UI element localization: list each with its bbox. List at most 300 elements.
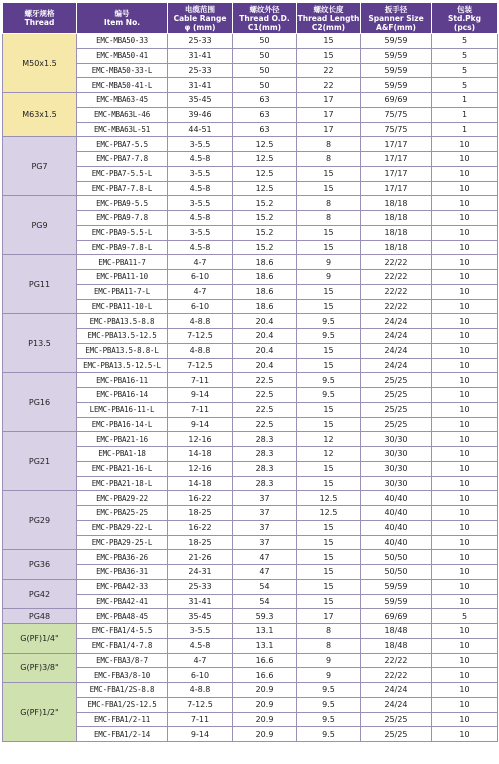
- cable-range-cell: 3-5.5: [168, 196, 233, 211]
- table-row: [3, 609, 498, 624]
- header-thread-length-unit: C2(mm): [311, 22, 346, 32]
- spanner-size-cell: 22/22: [361, 284, 432, 299]
- cable-range-cell: 16-22: [168, 520, 233, 535]
- cable-range-cell: 35-45: [168, 93, 233, 108]
- cable-range-cell: 7-11: [168, 402, 233, 417]
- thread-od-cell: 37: [233, 506, 297, 521]
- item-no-cell: EMC-PBA42-33: [77, 579, 168, 594]
- thread-length-cell: 9: [297, 668, 361, 683]
- cable-range-cell: 3-5.5: [168, 137, 233, 152]
- thread-group-cell: G(PF)1/4": [3, 624, 77, 654]
- item-no-cell: EMC-PBA13.5-12.5-L: [77, 358, 168, 373]
- thread-od-cell: 22.5: [233, 388, 297, 403]
- cable-range-cell: 3-5.5: [168, 225, 233, 240]
- spanner-size-cell: 40/40: [361, 506, 432, 521]
- item-no-cell: EMC-PBA13.5-8.8-L: [77, 343, 168, 358]
- std-pkg-cell: 10: [432, 579, 498, 594]
- cable-range-cell: 4.5-8: [168, 152, 233, 167]
- table-row: [3, 122, 498, 137]
- std-pkg-cell: 10: [432, 329, 498, 344]
- spanner-size-cell: 69/69: [361, 609, 432, 624]
- thread-length-cell: 22: [297, 63, 361, 78]
- header-spanner-size-cn: 扳手径: [384, 4, 408, 14]
- spanner-size-cell: 24/24: [361, 329, 432, 344]
- header-item-no-cn: 编号: [114, 9, 130, 18]
- thread-od-cell: 50: [233, 48, 297, 63]
- table-row: [3, 166, 498, 181]
- thread-od-cell: 28.3: [233, 447, 297, 462]
- table-row: [3, 520, 498, 535]
- std-pkg-cell: 10: [432, 284, 498, 299]
- std-pkg-cell: 10: [432, 166, 498, 181]
- thread-group-cell: PG16: [3, 373, 77, 432]
- cable-range-cell: 7-11: [168, 373, 233, 388]
- item-no-cell: EMC-PBA13.5-8.8: [77, 314, 168, 329]
- cable-range-cell: 14-18: [168, 476, 233, 491]
- cable-range-cell: 14-18: [168, 447, 233, 462]
- table-row: [3, 638, 498, 653]
- item-no-cell: EMC-PBA36-26: [77, 550, 168, 565]
- cable-range-cell: 4.5-8: [168, 181, 233, 196]
- std-pkg-cell: 5: [432, 34, 498, 49]
- table-row: [3, 447, 498, 462]
- thread-group-cell: G(PF)1/2": [3, 683, 77, 742]
- table-row: [3, 196, 498, 211]
- item-no-cell: EMC-PBA21-16-L: [77, 461, 168, 476]
- std-pkg-cell: 10: [432, 624, 498, 639]
- thread-group-cell: PG42: [3, 579, 77, 609]
- thread-od-cell: 12.5: [233, 152, 297, 167]
- cable-range-cell: 25-33: [168, 63, 233, 78]
- spanner-size-cell: 18/48: [361, 638, 432, 653]
- table-row: [3, 697, 498, 712]
- spanner-size-cell: 25/25: [361, 402, 432, 417]
- thread-length-cell: 15: [297, 358, 361, 373]
- thread-length-cell: 9.5: [297, 373, 361, 388]
- table-row: [3, 225, 498, 240]
- thread-od-cell: 12.5: [233, 137, 297, 152]
- spanner-size-cell: 24/24: [361, 314, 432, 329]
- std-pkg-cell: 10: [432, 535, 498, 550]
- table-row: [3, 299, 498, 314]
- std-pkg-cell: 10: [432, 565, 498, 580]
- header-row: [3, 3, 498, 34]
- thread-od-cell: 37: [233, 535, 297, 550]
- item-no-cell: EMC-PBA29-25-L: [77, 535, 168, 550]
- thread-od-cell: 20.4: [233, 329, 297, 344]
- header-thread-od-cn: 螺纹外径: [249, 4, 280, 14]
- cable-range-cell: 4-7: [168, 284, 233, 299]
- thread-od-cell: 50: [233, 63, 297, 78]
- thread-length-cell: 9.5: [297, 697, 361, 712]
- thread-od-cell: 18.6: [233, 255, 297, 270]
- table-row: [3, 535, 498, 550]
- std-pkg-cell: 5: [432, 63, 498, 78]
- item-no-cell: EMC-PBA7-5.5: [77, 137, 168, 152]
- item-no-cell: EMC-PBA9-5.5: [77, 196, 168, 211]
- thread-group-cell: PG29: [3, 491, 77, 550]
- table-row: [3, 491, 498, 506]
- thread-od-cell: 20.4: [233, 343, 297, 358]
- spanner-size-cell: 40/40: [361, 535, 432, 550]
- table-row: [3, 402, 498, 417]
- thread-length-cell: 8: [297, 624, 361, 639]
- std-pkg-cell: 10: [432, 506, 498, 521]
- spanner-size-cell: 22/22: [361, 270, 432, 285]
- thread-group-cell: PG9: [3, 196, 77, 255]
- spanner-size-cell: 24/24: [361, 683, 432, 698]
- cable-range-cell: 6-10: [168, 668, 233, 683]
- thread-od-cell: 28.3: [233, 461, 297, 476]
- std-pkg-cell: 10: [432, 137, 498, 152]
- header-thread-od: [233, 3, 297, 34]
- cable-range-cell: 3-5.5: [168, 624, 233, 639]
- header-thread-length: [297, 3, 361, 34]
- table-row: [3, 624, 498, 639]
- item-no-cell: EMC-PBA7-7.8: [77, 152, 168, 167]
- cable-range-cell: 12-16: [168, 432, 233, 447]
- table-header: [3, 3, 498, 34]
- spanner-size-cell: 40/40: [361, 491, 432, 506]
- spanner-size-cell: 17/17: [361, 181, 432, 196]
- thread-length-cell: 17: [297, 107, 361, 122]
- std-pkg-cell: 10: [432, 388, 498, 403]
- item-no-cell: LEMC-PBA16-11-L: [77, 402, 168, 417]
- std-pkg-cell: 10: [432, 240, 498, 255]
- spanner-size-cell: 22/22: [361, 299, 432, 314]
- table-row: [3, 668, 498, 683]
- table-body: [3, 34, 498, 742]
- thread-od-cell: 12.5: [233, 181, 297, 196]
- std-pkg-cell: 5: [432, 609, 498, 624]
- std-pkg-cell: 1: [432, 93, 498, 108]
- std-pkg-cell: 10: [432, 727, 498, 742]
- std-pkg-cell: 10: [432, 270, 498, 285]
- thread-length-cell: 9.5: [297, 712, 361, 727]
- table-row: [3, 653, 498, 668]
- thread-length-cell: 15: [297, 579, 361, 594]
- table-row: [3, 34, 498, 49]
- thread-od-cell: 12.5: [233, 166, 297, 181]
- thread-od-cell: 54: [233, 594, 297, 609]
- thread-length-cell: 15: [297, 476, 361, 491]
- table-row: [3, 388, 498, 403]
- cable-range-cell: 7-12.5: [168, 697, 233, 712]
- spanner-size-cell: 59/59: [361, 594, 432, 609]
- cable-range-cell: 24-31: [168, 565, 233, 580]
- std-pkg-cell: 1: [432, 122, 498, 137]
- item-no-cell: EMC-FBA1/4-7.8: [77, 638, 168, 653]
- thread-length-cell: 9: [297, 653, 361, 668]
- std-pkg-cell: 5: [432, 78, 498, 93]
- thread-length-cell: 9.5: [297, 388, 361, 403]
- header-thread-length-cn: 螺纹长度: [313, 4, 344, 14]
- spanner-size-cell: 59/59: [361, 48, 432, 63]
- std-pkg-cell: 10: [432, 299, 498, 314]
- header-std-pkg-unit: (pcs): [453, 22, 476, 32]
- spanner-size-cell: 50/50: [361, 565, 432, 580]
- thread-od-cell: 15.2: [233, 225, 297, 240]
- cable-range-cell: 9-14: [168, 388, 233, 403]
- header-spanner-size-unit: A&F(mm): [376, 22, 416, 32]
- std-pkg-cell: 10: [432, 255, 498, 270]
- spanner-size-cell: 30/30: [361, 476, 432, 491]
- spanner-size-cell: 30/30: [361, 432, 432, 447]
- thread-od-cell: 50: [233, 78, 297, 93]
- thread-od-cell: 22.5: [233, 373, 297, 388]
- spanner-size-cell: 22/22: [361, 653, 432, 668]
- cable-range-cell: 4-8.8: [168, 343, 233, 358]
- thread-group-cell: M63x1.5: [3, 93, 77, 137]
- item-no-cell: EMC-MBA63L-51: [77, 122, 168, 137]
- thread-od-cell: 13.1: [233, 624, 297, 639]
- cable-range-cell: 6-10: [168, 299, 233, 314]
- spanner-size-cell: 59/59: [361, 63, 432, 78]
- spanner-size-cell: 24/24: [361, 358, 432, 373]
- thread-length-cell: 15: [297, 240, 361, 255]
- thread-group-cell: PG36: [3, 550, 77, 580]
- header-std-pkg-en: Std.Pkg: [447, 13, 482, 23]
- table-row: [3, 506, 498, 521]
- std-pkg-cell: 10: [432, 520, 498, 535]
- spanner-size-cell: 24/24: [361, 343, 432, 358]
- thread-length-cell: 15: [297, 417, 361, 432]
- item-no-cell: EMC-PBA16-14-L: [77, 417, 168, 432]
- cable-range-cell: 16-22: [168, 491, 233, 506]
- thread-od-cell: 37: [233, 491, 297, 506]
- item-no-cell: EMC-PBA16-11: [77, 373, 168, 388]
- std-pkg-cell: 10: [432, 432, 498, 447]
- thread-length-cell: 15: [297, 461, 361, 476]
- std-pkg-cell: 10: [432, 712, 498, 727]
- item-no-cell: EMC-PBA13.5-12.5: [77, 329, 168, 344]
- thread-length-cell: 15: [297, 225, 361, 240]
- spanner-size-cell: 59/59: [361, 579, 432, 594]
- thread-length-cell: 9.5: [297, 683, 361, 698]
- spec-table: [2, 2, 498, 742]
- thread-group-cell: G(PF)3/8": [3, 653, 77, 683]
- item-no-cell: EMC-FBA3/8-7: [77, 653, 168, 668]
- thread-length-cell: 9: [297, 255, 361, 270]
- cable-range-cell: 4-8.8: [168, 314, 233, 329]
- std-pkg-cell: 10: [432, 491, 498, 506]
- table-row: [3, 93, 498, 108]
- spec-table-container: [2, 2, 497, 742]
- header-thread-en: Thread: [24, 18, 55, 27]
- std-pkg-cell: 1: [432, 107, 498, 122]
- cable-range-cell: 35-45: [168, 609, 233, 624]
- thread-length-cell: 12: [297, 432, 361, 447]
- cable-range-cell: 12-16: [168, 461, 233, 476]
- item-no-cell: EMC-PBA21-16: [77, 432, 168, 447]
- table-row: [3, 358, 498, 373]
- header-std-pkg: [432, 3, 498, 34]
- item-no-cell: EMC-PBA29-22: [77, 491, 168, 506]
- spanner-size-cell: 22/22: [361, 255, 432, 270]
- thread-group-cell: PG7: [3, 137, 77, 196]
- header-thread-cn: 螺牙规格: [24, 9, 55, 18]
- spanner-size-cell: 30/30: [361, 447, 432, 462]
- thread-length-cell: 15: [297, 343, 361, 358]
- thread-length-cell: 17: [297, 93, 361, 108]
- spanner-size-cell: 25/25: [361, 388, 432, 403]
- thread-od-cell: 20.9: [233, 697, 297, 712]
- item-no-cell: EMC-PBA48-45: [77, 609, 168, 624]
- table-row: [3, 373, 498, 388]
- table-row: [3, 712, 498, 727]
- thread-od-cell: 20.9: [233, 712, 297, 727]
- std-pkg-cell: 10: [432, 653, 498, 668]
- header-cable-range: [168, 3, 233, 34]
- thread-od-cell: 47: [233, 565, 297, 580]
- thread-length-cell: 15: [297, 594, 361, 609]
- thread-length-cell: 12: [297, 447, 361, 462]
- thread-od-cell: 15.2: [233, 240, 297, 255]
- item-no-cell: EMC-MBA50-33-L: [77, 63, 168, 78]
- item-no-cell: EMC-PBA11-10-L: [77, 299, 168, 314]
- spanner-size-cell: 18/18: [361, 196, 432, 211]
- item-no-cell: EMC-MBA63-45: [77, 93, 168, 108]
- item-no-cell: EMC-PBA11-10: [77, 270, 168, 285]
- cable-range-cell: 4.5-8: [168, 240, 233, 255]
- spanner-size-cell: 59/59: [361, 78, 432, 93]
- spanner-size-cell: 18/18: [361, 225, 432, 240]
- item-no-cell: EMC-PBA16-14: [77, 388, 168, 403]
- std-pkg-cell: 10: [432, 550, 498, 565]
- thread-od-cell: 18.6: [233, 284, 297, 299]
- cable-range-cell: 44-51: [168, 122, 233, 137]
- thread-length-cell: 17: [297, 609, 361, 624]
- spanner-size-cell: 25/25: [361, 712, 432, 727]
- spanner-size-cell: 59/59: [361, 34, 432, 49]
- std-pkg-cell: 10: [432, 181, 498, 196]
- item-no-cell: EMC-MBA63L-46: [77, 107, 168, 122]
- thread-length-cell: 8: [297, 638, 361, 653]
- std-pkg-cell: 10: [432, 697, 498, 712]
- thread-od-cell: 28.3: [233, 432, 297, 447]
- table-row: [3, 181, 498, 196]
- thread-length-cell: 15: [297, 34, 361, 49]
- item-no-cell: EMC-FBA3/8-10: [77, 668, 168, 683]
- std-pkg-cell: 10: [432, 638, 498, 653]
- table-row: [3, 594, 498, 609]
- thread-length-cell: 9.5: [297, 329, 361, 344]
- thread-length-cell: 8: [297, 196, 361, 211]
- item-no-cell: EMC-PBA25-25: [77, 506, 168, 521]
- thread-length-cell: 8: [297, 152, 361, 167]
- thread-length-cell: 8: [297, 211, 361, 226]
- thread-od-cell: 22.5: [233, 402, 297, 417]
- item-no-cell: EMC-PBA9-5.5-L: [77, 225, 168, 240]
- table-row: [3, 78, 498, 93]
- std-pkg-cell: 10: [432, 594, 498, 609]
- thread-length-cell: 15: [297, 181, 361, 196]
- thread-length-cell: 22: [297, 78, 361, 93]
- thread-length-cell: 12.5: [297, 506, 361, 521]
- spanner-size-cell: 18/48: [361, 624, 432, 639]
- header-thread-od-unit: C1(mm): [247, 22, 282, 32]
- thread-length-cell: 15: [297, 166, 361, 181]
- item-no-cell: EMC-FBA1/2-14: [77, 727, 168, 742]
- std-pkg-cell: 10: [432, 476, 498, 491]
- cable-range-cell: 25-33: [168, 579, 233, 594]
- thread-group-cell: PG21: [3, 432, 77, 491]
- cable-range-cell: 39-46: [168, 107, 233, 122]
- item-no-cell: EMC-PBA29-22-L: [77, 520, 168, 535]
- table-row: [3, 476, 498, 491]
- spanner-size-cell: 30/30: [361, 461, 432, 476]
- thread-od-cell: 13.1: [233, 638, 297, 653]
- item-no-cell: EMC-FBA1/4-5.5: [77, 624, 168, 639]
- header-thread: [3, 3, 77, 34]
- std-pkg-cell: 10: [432, 668, 498, 683]
- item-no-cell: EMC-MBA50-33: [77, 34, 168, 49]
- spanner-size-cell: 50/50: [361, 550, 432, 565]
- item-no-cell: EMC-PBA11-7-L: [77, 284, 168, 299]
- thread-od-cell: 54: [233, 579, 297, 594]
- thread-length-cell: 15: [297, 284, 361, 299]
- cable-range-cell: 6-10: [168, 270, 233, 285]
- std-pkg-cell: 5: [432, 48, 498, 63]
- thread-group-cell: M50x1.5: [3, 34, 77, 93]
- thread-length-cell: 12.5: [297, 491, 361, 506]
- spanner-size-cell: 18/18: [361, 211, 432, 226]
- spanner-size-cell: 17/17: [361, 166, 432, 181]
- item-no-cell: EMC-PBA9-7.8-L: [77, 240, 168, 255]
- std-pkg-cell: 10: [432, 683, 498, 698]
- cable-range-cell: 4.5-8: [168, 638, 233, 653]
- thread-od-cell: 59.3: [233, 609, 297, 624]
- cable-range-cell: 7-11: [168, 712, 233, 727]
- cable-range-cell: 31-41: [168, 48, 233, 63]
- item-no-cell: EMC-PBA1-18: [77, 447, 168, 462]
- header-item-no: [77, 3, 168, 34]
- table-row: [3, 63, 498, 78]
- cable-range-cell: 7-12.5: [168, 329, 233, 344]
- cable-range-cell: 4.5-8: [168, 211, 233, 226]
- thread-length-cell: 15: [297, 520, 361, 535]
- item-no-cell: EMC-PBA7-5.5-L: [77, 166, 168, 181]
- cable-range-cell: 9-14: [168, 727, 233, 742]
- item-no-cell: EMC-PBA42-41: [77, 594, 168, 609]
- table-row: [3, 152, 498, 167]
- table-row: [3, 683, 498, 698]
- thread-length-cell: 9: [297, 270, 361, 285]
- spanner-size-cell: 24/24: [361, 697, 432, 712]
- table-row: [3, 432, 498, 447]
- thread-od-cell: 50: [233, 34, 297, 49]
- table-row: [3, 107, 498, 122]
- cable-range-cell: 9-14: [168, 417, 233, 432]
- header-thread-od-en: Thread O.D.: [239, 13, 290, 23]
- table-row: [3, 255, 498, 270]
- cable-range-cell: 4-7: [168, 255, 233, 270]
- item-no-cell: EMC-MBA50-41-L: [77, 78, 168, 93]
- thread-od-cell: 16.6: [233, 653, 297, 668]
- table-row: [3, 565, 498, 580]
- thread-od-cell: 16.6: [233, 668, 297, 683]
- cable-range-cell: 21-26: [168, 550, 233, 565]
- thread-length-cell: 9.5: [297, 727, 361, 742]
- std-pkg-cell: 10: [432, 196, 498, 211]
- thread-od-cell: 20.9: [233, 683, 297, 698]
- spanner-size-cell: 25/25: [361, 417, 432, 432]
- spanner-size-cell: 75/75: [361, 107, 432, 122]
- thread-length-cell: 15: [297, 565, 361, 580]
- thread-length-cell: 15: [297, 48, 361, 63]
- table-row: [3, 343, 498, 358]
- table-row: [3, 579, 498, 594]
